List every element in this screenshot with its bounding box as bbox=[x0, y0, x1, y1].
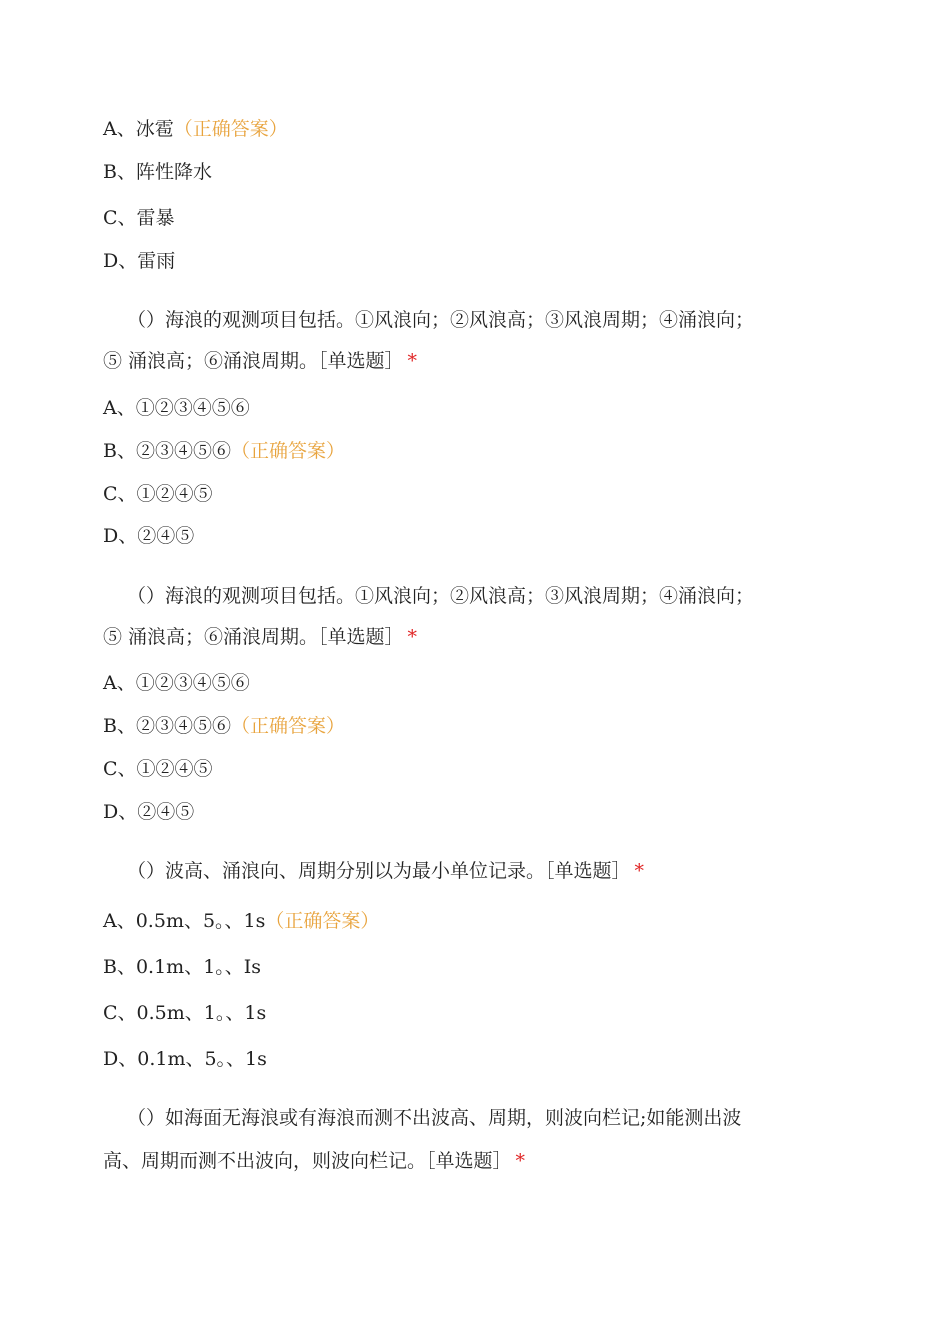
option-label: C、0.5m、1。、1s bbox=[103, 1002, 267, 1024]
question-line: （）如海面无海浪或有海浪而测不出波高、周期，则波向栏记;如能测出波 bbox=[127, 1107, 742, 1129]
option-a[interactable] bbox=[103, 396, 250, 420]
option-c[interactable] bbox=[103, 206, 175, 230]
option-d[interactable] bbox=[103, 1047, 267, 1071]
option-b[interactable] bbox=[103, 160, 212, 184]
question-line: （）海浪的观测项目包括。①风浪向；②风浪高；③风浪周期；④涌浪向； bbox=[127, 585, 755, 607]
required-marker: * bbox=[515, 1150, 526, 1172]
option-label: C、①②④⑤ bbox=[103, 483, 213, 505]
question-line: ⑤ 涌浪高；⑥涌浪周期。［单选题］ bbox=[103, 350, 404, 372]
question-text-continued bbox=[103, 625, 417, 649]
option-a[interactable] bbox=[103, 671, 250, 695]
option-b[interactable] bbox=[103, 714, 345, 738]
question-line: （）波高、涌浪向、周期分别以为最小单位记录。［单选题］ bbox=[127, 860, 631, 882]
question-text bbox=[127, 859, 644, 883]
required-marker: * bbox=[407, 626, 418, 648]
option-c[interactable] bbox=[103, 482, 213, 506]
option-label: A、①②③④⑤⑥ bbox=[103, 672, 250, 694]
question-text-continued bbox=[103, 349, 417, 373]
option-label: C、①②④⑤ bbox=[103, 758, 213, 780]
option-label: B、②③④⑤⑥ bbox=[103, 715, 231, 737]
correct-answer-marker: （正确答案） bbox=[265, 910, 380, 932]
question-line: （）海浪的观测项目包括。①风浪向；②风浪高；③风浪周期；④涌浪向； bbox=[127, 309, 755, 331]
option-label: A、①②③④⑤⑥ bbox=[103, 397, 250, 419]
question-text bbox=[127, 1106, 741, 1130]
correct-answer-marker: （正确答案） bbox=[230, 440, 345, 462]
question-text bbox=[127, 308, 754, 332]
option-c[interactable] bbox=[103, 1001, 266, 1025]
correct-answer-marker: （正确答案） bbox=[230, 715, 345, 737]
question-text-continued bbox=[103, 1149, 525, 1173]
question-line: ⑤ 涌浪高；⑥涌浪周期。［单选题］ bbox=[103, 626, 404, 648]
option-a[interactable] bbox=[103, 117, 288, 141]
option-b[interactable] bbox=[103, 439, 345, 463]
option-label: B、②③④⑤⑥ bbox=[103, 440, 231, 462]
question-line: 高、周期而测不出波向，则波向栏记。［单选题］ bbox=[103, 1150, 512, 1172]
option-label: C、雷暴 bbox=[103, 207, 175, 229]
option-label: B、阵性降水 bbox=[103, 161, 212, 183]
required-marker: * bbox=[407, 350, 418, 372]
option-label: A、冰雹 bbox=[103, 118, 174, 140]
option-label: B、0.1m、1。、Is bbox=[103, 956, 262, 978]
option-label: A、0.5m、5。、1s bbox=[103, 910, 266, 932]
question-text bbox=[127, 584, 754, 608]
option-b[interactable] bbox=[103, 955, 261, 979]
option-a[interactable] bbox=[103, 909, 379, 933]
option-label: D、雷雨 bbox=[103, 250, 176, 272]
option-label: D、②④⑤ bbox=[103, 525, 195, 547]
option-d[interactable] bbox=[103, 249, 175, 273]
option-label: D、②④⑤ bbox=[103, 801, 195, 823]
option-d[interactable] bbox=[103, 524, 194, 548]
correct-answer-marker: （正确答案） bbox=[173, 118, 288, 140]
required-marker: * bbox=[634, 860, 645, 882]
option-label: D、0.1m、5。、1s bbox=[103, 1048, 267, 1070]
option-d[interactable] bbox=[103, 800, 194, 824]
option-c[interactable] bbox=[103, 757, 213, 781]
